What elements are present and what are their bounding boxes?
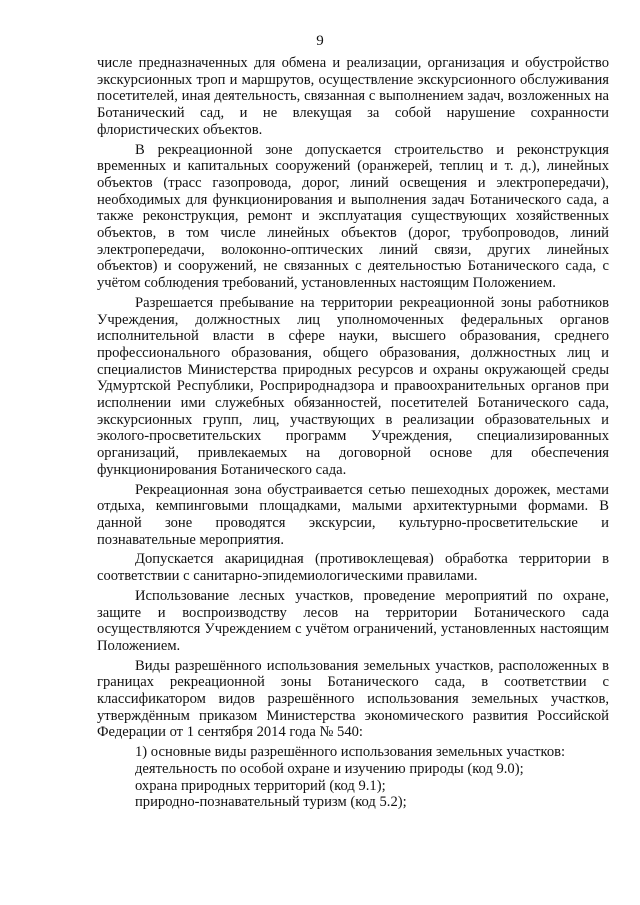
paragraph-4: Рекреационная зона обустраивается сетью пешеходных дорожек, местами отдыха, кемпинговыми площадками, малыми архитектурными формами. В данной зоне проводятся экскурсии, культурно-просветительские и познавательные мероприятия. <box>97 481 609 548</box>
page-number: 9 <box>316 33 324 49</box>
document-body <box>97 55 609 811</box>
list-item-3: охрана природных территорий (код 9.1); <box>135 777 386 794</box>
list-item-1: 1) основные виды разрешённого использования земельных участков: <box>135 744 566 761</box>
list-item-4: природно-познавательный туризм (код 5.2); <box>135 794 407 811</box>
paragraph-6: Использование лесных участков, проведение мероприятий по охране, защите и воспроизводству лесов на территории Ботанического сада осуществляются Учреждением с учётом ограничений, установленных настоящим Положением. <box>97 587 609 654</box>
paragraph-2: В рекреационной зоне допускается строительство и реконструкция временных и капитальных сооружений (оранжерей, теплиц и т. д.), линейных объектов (трасс газопровода, дорог, линий освещения и электропередачи), необходимых для функционирования и выполнения задач Ботанического сада, а также реконструкция, ремонт и эксплуатация существующих хозяйственных объектов, в том числе линейных объектов (дорог, трубопроводов, линий электропередачи, волоконно-оптических линий связи, других линейных объектов) и сооружений, не связанных с деятельностью Ботанического сада, с учётом соблюдения требований, установленных настоящим Положением. <box>97 141 609 292</box>
list-item-2: деятельность по особой охране и изучению природы (код 9.0); <box>135 760 524 777</box>
paragraph-7: Виды разрешённого использования земельных участков, расположенных в границах рекреационной зоны Ботанического сада, в соответствии с классификатором видов разрешённого использования земельных участков, утверждённым приказом Министерства экономического развития Российской Федерации от 1 сентября 2014 года № 540: <box>97 657 609 741</box>
paragraph-1: числе предназначенных для обмена и реализации, организация и обустройство экскурсионных троп и маршрутов, осуществление экскурсионного обслуживания посетителей, иная деятельность, связанная с выполнением задач, возложенных на Ботанический сад, и не влекущая за собой нарушение сохранности флористических объектов. <box>97 55 609 138</box>
paragraph-5: Допускается акарицидная (противоклещевая) обработка территории в соответствии с санитарно-эпидемиологическими правилами. <box>97 551 609 585</box>
paragraph-3: Разрешается пребывание на территории рекреационной зоны работников Учреждения, должностных лиц уполномоченных федеральных органов исполнительной власти в сфере науки, высшего образования, среднего профессионального образования, общего образования, должностных лиц и специалистов Министерства природных ресурсов и охраны окружающей среды Удмуртской Республики, Росприроднадзора и правоохранительных органов при исполнении ими служебных обязанностей, посетителей Ботанического сада, экскурсионных групп, лиц, участвующих в реализации образовательных и эколого-просветительских программ Учреждения, специализированных организаций, привлекаемых на договорной основе для обеспечения функционирования Ботанического сада. <box>97 294 609 478</box>
